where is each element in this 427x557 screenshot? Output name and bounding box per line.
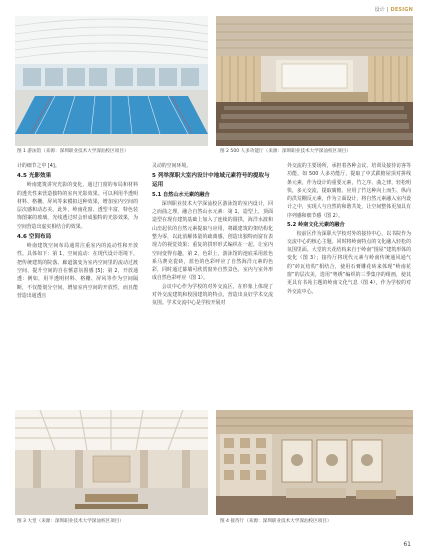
paragraph-section-5-1: 深圳职业技术大学深汕校区游泳馆的室内设计，回之而曲之理，融合自然山水元素：第 1，造型上，顶面造型在现有建筑基础上加入了连续的圆拱，海洋水波和山峦起伏的自然元素提取与应用，将跟建筑的架结构化整为零，以此消解体量的疏离感，创造出独特而富有表现力的视觉效果；重复的拱形形式编织在一起，让室内空间变得有趣。第 2，色彩上，游泳馆的池底采用蓝色系马赛克瓷砖，蓝色的色彩呼应了自然海洋元素的色彩，同时通过幕墙可欣赏窗外自然景色，室内与室外形成自然色彩呼应（图 1）。 [152,200,273,282]
column-3 [287,162,411,296]
header-separator: | [386,7,389,13]
paragraph-section-5-2: 校前区作为深职大学校对外的接待中心，以书院作为交流中心的核心主题。同时将岭南特点的文化融入轻松的氛围里面。大堂的天花结构来自于岭南“围屋”建筑形体的变化（图 3）；接待厅将现代元素与岭南传统通风通气的“砖瓦结构”相结合，使用石膏雕花砖来体现“岭南花窗”的层次美，选用“粤绣”编织的三季集序的组画，使其更具有书苑主题的岭南文化气息（图 4），作为学校的对外交流中心。 [287,230,411,295]
heading-spatial-layout: 4.6 空间布局 [17,234,52,241]
figure-4-reception-hall [216,410,413,515]
page-number: 61 [403,541,411,548]
figure-3-caption: 图 3 大堂（来源：深圳职业技术大学深汕校区项目） [17,519,124,524]
figure-1-swimming-pool [15,16,208,146]
running-header [375,6,413,13]
reception-hall-photo [216,410,413,515]
heading-section-5: 5 列举深职大室内设计中地域元素符号的提取与运用 [152,173,270,189]
heading-section-5-2: 5.2 岭南文化元素的融合 [287,222,345,229]
paragraph-light-effect: 岭南建筑讲究光影的变化，通过门窗的布局和材料的透光性来营造独特的室内光影效果。可以利用半透明材料、格栅、屏风等来模拟这种效果，增加室内空间的层次感和动态美。此外，岭南花窗、透型丰富，特色装饰图案的玻璃，光线透过时会形成独特的光影效果，为空间营造出虚实相结合的效果。 [17,182,138,230]
heading-light-effect: 4.5 光影效果 [17,173,52,180]
figure-2-caption: 图 2 500 人多功能厅（来源：深圳职业技术大学深汕校区项目） [220,149,351,154]
column-2 [152,162,273,308]
column-1 [17,162,138,300]
paragraph-spatial-layout: 岭南建筑空间布局通常注重室内的流动性和开放性。具体如下：第 1，空间流动：在现代设计语境下，把传统建筑的院落、廊道演变为室内空间里的流动过渡空间，提升空间的自在惬意氛围感 [5]；第 2，开放通透：例如，用半透明材料、格栅、屏风等作为空间隔断，不仅能划分空间，增加室内空间的开放性，而且能营造出通透且 [17,243,138,299]
col1-intro: 计的细节之中 [4]。 [17,163,60,169]
figure-3-lobby [15,410,208,515]
figure-2-auditorium [216,16,413,146]
section-label: 设计 [374,7,385,13]
section-label-en: DESIGN [390,7,413,13]
figure-4-caption: 图 4 接待厅（来源：深圳职业技术大学深汕校区项目） [220,519,332,524]
col2-intro: 灵动的空间环境。 [152,163,192,169]
heading-section-5-1: 5.1 自然山水元素的融合 [152,192,210,199]
paragraph-section-5-1b: 会议中心作为学校的对外交流区，在形象上体现了对外交流建筑和校园建筑的特点，营造出良好学术交流氛围。学术交流中心是学校开展对 [152,283,273,307]
col3-paragraph-1: 外交流的主要场所，承担着各种会议、培训及接待访客等功能。如 500 人多功能厅，提取了中式跌檐屋顶对拼线条元素，作为设计的重要元素，竹之序、曲之律，轻松明快，多元交流，提取廣檐，应用了竹这种向上而生、纵向的洪荒棚反元素，作为立面设计，将自然元素融入室内设计之中，实现人与自然的和谐共处，让空间整体更加具有序列感和细节感（图 2）。 [287,163,411,219]
swimming-pool-photo [15,16,208,146]
figure-1-caption: 图 1 游泳馆（来源：深圳职业技术大学深汕校区项目） [17,149,129,154]
auditorium-photo [216,16,413,146]
lobby-photo [15,410,208,515]
